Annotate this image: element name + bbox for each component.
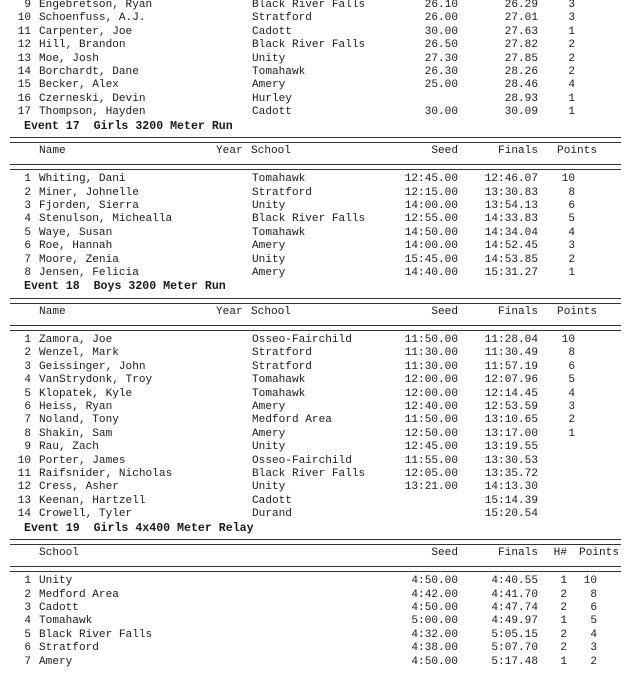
result-row xyxy=(0,79,627,92)
school-name: Tomahawk xyxy=(252,173,306,186)
points-value: 2 xyxy=(568,66,575,78)
result-row xyxy=(0,227,627,240)
finals-time: 11:30.49 xyxy=(484,347,538,360)
athlete-name: Porter, James xyxy=(39,454,126,467)
finals-time: 15:31.27 xyxy=(484,267,538,279)
athlete-name: Moore, Zenia xyxy=(39,253,119,266)
event-title xyxy=(0,522,627,535)
school-name: Amery xyxy=(252,267,286,279)
points-value: 5 xyxy=(568,213,575,226)
athlete-name: Whiting, Dani xyxy=(39,173,126,186)
finals-time: 13:10.65 xyxy=(484,414,538,427)
school-name: Unity xyxy=(252,441,286,454)
athlete-name: Carpenter, Joe xyxy=(39,25,133,38)
finals-time: 12:53.59 xyxy=(484,401,538,413)
relay-school: Tomahawk xyxy=(39,615,93,628)
heat-number: 1 xyxy=(560,655,567,668)
points-value: 5 xyxy=(590,615,597,628)
finals-time: 4:41.70 xyxy=(491,588,538,601)
column-header-row xyxy=(0,145,627,158)
relay-school: Stratford xyxy=(39,642,99,655)
seed-time: 12:40.00 xyxy=(404,401,458,413)
seed-time: 14:50.00 xyxy=(404,226,458,239)
header-year: Year xyxy=(216,306,243,319)
school-name: Stratford xyxy=(252,12,312,25)
relay-row xyxy=(0,629,627,642)
finals-time: 15:14.39 xyxy=(484,494,538,507)
place-cell: 14 xyxy=(17,66,31,78)
finals-time: 27.82 xyxy=(504,39,538,52)
finals-time: 14:53.85 xyxy=(484,253,538,266)
points-value: 10 xyxy=(583,575,597,588)
athlete-name: Miner, Johnelle xyxy=(39,186,139,199)
place-cell: 5 xyxy=(24,226,31,239)
result-row xyxy=(0,93,627,106)
athlete-name: Cress, Asher xyxy=(39,481,119,494)
column-header-row xyxy=(0,306,627,319)
points-value: 6 xyxy=(568,200,575,212)
points-value: 3 xyxy=(568,0,575,11)
points-value: 1 xyxy=(568,25,575,38)
seed-time: 11:55.00 xyxy=(404,454,458,467)
points-value: 8 xyxy=(568,186,575,199)
points-value: 5 xyxy=(568,374,575,387)
school-name: Unity xyxy=(252,481,286,494)
relay-row xyxy=(0,575,627,588)
finals-time: 14:13.30 xyxy=(484,481,538,494)
column-header-row xyxy=(0,547,627,560)
finals-time: 13:17.00 xyxy=(484,427,538,440)
header-seed: Seed xyxy=(431,306,458,319)
place-cell: 2 xyxy=(24,347,31,360)
school-name: Cadott xyxy=(252,25,292,38)
school-name: Amery xyxy=(252,79,286,92)
place-cell: 4 xyxy=(24,374,31,387)
result-row xyxy=(0,240,627,253)
result-row xyxy=(0,468,627,481)
athlete-name: Zamora, Joe xyxy=(39,334,113,346)
athlete-name: Schoenfuss, A.J. xyxy=(39,12,146,25)
finals-time: 14:52.45 xyxy=(484,240,538,253)
header-finals: Finals xyxy=(498,145,538,158)
school-name: Osseo-Fairchild xyxy=(252,334,352,346)
seed-time: 12:00.00 xyxy=(404,374,458,387)
finals-time: 4:47.74 xyxy=(491,602,538,614)
athlete-name: Noland, Tony xyxy=(39,414,119,427)
finals-time: 14:33.83 xyxy=(484,213,538,226)
seed-time: 12:15.00 xyxy=(404,186,458,199)
seed-time: 12:55.00 xyxy=(404,213,458,226)
finals-time: 4:40.55 xyxy=(491,575,538,588)
school-name: Tomahawk xyxy=(252,66,306,78)
place-cell: 6 xyxy=(24,642,31,655)
finals-time: 12:14.45 xyxy=(484,387,538,400)
result-row xyxy=(0,12,627,25)
seed-time: 12:00.00 xyxy=(404,387,458,400)
finals-time: 28.93 xyxy=(504,92,538,105)
finals-time: 27.01 xyxy=(504,12,538,25)
finals-time: 11:57.19 xyxy=(484,360,538,373)
result-row xyxy=(0,334,627,347)
place-cell: 10 xyxy=(17,454,31,467)
place-cell: 8 xyxy=(24,267,31,279)
athlete-name: Crowell, Tyler xyxy=(39,508,133,521)
points-value: 10 xyxy=(561,334,575,346)
result-row xyxy=(0,455,627,468)
place-cell: 16 xyxy=(17,92,31,105)
event-heading: Event 17 Girls 3200 Meter Run xyxy=(24,119,233,133)
place-cell: 8 xyxy=(24,427,31,440)
header-heat: H# xyxy=(553,547,567,560)
points-value: 4 xyxy=(590,628,597,641)
result-row xyxy=(0,401,627,414)
place-cell: 3 xyxy=(24,602,31,614)
athlete-name: Klopatek, Kyle xyxy=(39,387,133,400)
seed-time: 26.50 xyxy=(424,39,458,52)
athlete-name: Raifsnider, Nicholas xyxy=(39,468,173,480)
finals-time: 5:17.48 xyxy=(491,655,538,668)
header-name: Name xyxy=(39,306,66,319)
relay-row xyxy=(0,615,627,628)
athlete-name: Engebretson, Ryan xyxy=(39,0,153,11)
school-name: Black River Falls xyxy=(252,468,366,480)
seed-time: 12:50.00 xyxy=(404,427,458,440)
seed-time: 12:45.00 xyxy=(404,441,458,454)
relay-school: Black River Falls xyxy=(39,628,153,641)
header-school: School xyxy=(39,547,79,560)
header-points: Points xyxy=(579,547,619,560)
place-cell: 2 xyxy=(24,588,31,601)
finals-time: 27.85 xyxy=(504,52,538,65)
heat-number: 1 xyxy=(560,575,567,588)
finals-time: 13:54.13 xyxy=(484,200,538,212)
finals-time: 4:49.97 xyxy=(491,615,538,628)
relay-school: Cadott xyxy=(39,602,79,614)
finals-time: 26.29 xyxy=(504,0,538,11)
school-name: Stratford xyxy=(252,186,312,199)
points-value: 4 xyxy=(568,387,575,400)
finals-time: 13:30.83 xyxy=(484,186,538,199)
result-row xyxy=(0,66,627,79)
result-row xyxy=(0,187,627,200)
place-cell: 1 xyxy=(24,173,31,186)
points-value: 3 xyxy=(590,642,597,655)
double-rule xyxy=(10,539,621,545)
finals-time: 13:30.53 xyxy=(484,454,538,467)
athlete-name: Geissinger, John xyxy=(39,360,146,373)
result-row xyxy=(0,254,627,267)
place-cell: 1 xyxy=(24,575,31,588)
heat-number: 1 xyxy=(560,615,567,628)
points-value: 2 xyxy=(568,414,575,427)
athlete-name: Hill, Brandon xyxy=(39,39,126,52)
school-name: Osseo-Fairchild xyxy=(252,454,352,467)
place-cell: 12 xyxy=(17,39,31,52)
result-row xyxy=(0,361,627,374)
points-value: 2 xyxy=(568,39,575,52)
double-rule xyxy=(10,137,621,143)
points-value: 1 xyxy=(568,106,575,119)
place-cell: 13 xyxy=(17,52,31,65)
place-cell: 7 xyxy=(24,253,31,266)
result-row xyxy=(0,347,627,360)
school-name: Medford Area xyxy=(252,414,332,427)
result-row xyxy=(0,508,627,521)
school-name: Black River Falls xyxy=(252,0,366,11)
seed-time: 30.00 xyxy=(424,106,458,119)
place-cell: 2 xyxy=(24,186,31,199)
points-value: 8 xyxy=(590,588,597,601)
place-cell: 14 xyxy=(17,508,31,521)
points-value: 1 xyxy=(568,427,575,440)
relay-school: Unity xyxy=(39,575,73,588)
seed-time: 11:30.00 xyxy=(404,360,458,373)
school-name: Unity xyxy=(252,52,286,65)
athlete-name: Wenzel, Mark xyxy=(39,347,119,360)
finals-time: 28.26 xyxy=(504,66,538,78)
seed-time: 26.10 xyxy=(424,0,458,11)
finals-time: 11:28.04 xyxy=(484,334,538,346)
place-cell: 17 xyxy=(17,106,31,119)
finals-time: 14:34.04 xyxy=(484,226,538,239)
school-name: Amery xyxy=(252,401,286,413)
school-name: Unity xyxy=(252,253,286,266)
place-cell: 11 xyxy=(17,25,31,38)
result-row xyxy=(0,374,627,387)
athlete-name: Moe, Josh xyxy=(39,52,99,65)
school-name: Stratford xyxy=(252,360,312,373)
seed-time: 14:40.00 xyxy=(404,267,458,279)
place-cell: 4 xyxy=(24,213,31,226)
seed-time: 12:05.00 xyxy=(404,468,458,480)
relay-row xyxy=(0,602,627,615)
points-value: 2 xyxy=(568,52,575,65)
result-row xyxy=(0,388,627,401)
header-finals: Finals xyxy=(498,547,538,560)
athlete-name: Czerneski, Devin xyxy=(39,92,146,105)
heat-number: 2 xyxy=(560,642,567,655)
seed-time: 4:42.00 xyxy=(411,588,458,601)
finals-time: 13:19.55 xyxy=(484,441,538,454)
points-value: 2 xyxy=(590,655,597,668)
school-name: Cadott xyxy=(252,106,292,119)
seed-time: 11:50.00 xyxy=(404,414,458,427)
seed-time: 13:21.00 xyxy=(404,481,458,494)
place-cell: 5 xyxy=(24,628,31,641)
heat-number: 2 xyxy=(560,588,567,601)
points-value: 4 xyxy=(568,226,575,239)
double-rule xyxy=(10,566,621,572)
seed-time: 25.00 xyxy=(424,79,458,92)
result-row xyxy=(0,39,627,52)
seed-time: 14:00.00 xyxy=(404,240,458,253)
athlete-name: Stenulson, Michealla xyxy=(39,213,173,226)
result-row xyxy=(0,213,627,226)
school-name: Hurley xyxy=(252,92,292,105)
athlete-name: Thompson, Hayden xyxy=(39,106,146,119)
finals-time: 12:07.96 xyxy=(484,374,538,387)
athlete-name: Roe, Hannah xyxy=(39,240,113,253)
place-cell: 3 xyxy=(24,200,31,212)
seed-time: 12:45.00 xyxy=(404,173,458,186)
result-row xyxy=(0,0,627,12)
header-name: Name xyxy=(39,145,66,158)
points-value: 1 xyxy=(568,267,575,279)
result-row xyxy=(0,53,627,66)
finals-time: 15:20.54 xyxy=(484,508,538,521)
finals-time: 5:05.15 xyxy=(491,628,538,641)
header-finals: Finals xyxy=(498,306,538,319)
place-cell: 5 xyxy=(24,387,31,400)
seed-time: 15:45.00 xyxy=(404,253,458,266)
seed-time: 26.00 xyxy=(424,12,458,25)
seed-time: 27.30 xyxy=(424,52,458,65)
header-school: School xyxy=(251,145,291,158)
athlete-name: Jensen, Felicia xyxy=(39,267,139,279)
seed-time: 4:50.00 xyxy=(411,602,458,614)
seed-time: 4:38.00 xyxy=(411,642,458,655)
points-value: 6 xyxy=(590,602,597,614)
result-row xyxy=(0,414,627,427)
points-value: 8 xyxy=(568,347,575,360)
double-rule xyxy=(10,164,621,170)
finals-time: 5:07.70 xyxy=(491,642,538,655)
place-cell: 15 xyxy=(17,79,31,92)
result-row xyxy=(0,481,627,494)
athlete-name: Waye, Susan xyxy=(39,226,113,239)
result-row xyxy=(0,26,627,39)
athlete-name: Rau, Zach xyxy=(39,441,99,454)
finals-time: 27.63 xyxy=(504,25,538,38)
finals-time: 28.46 xyxy=(504,79,538,92)
points-value: 3 xyxy=(568,240,575,253)
result-row xyxy=(0,106,627,119)
result-row xyxy=(0,428,627,441)
school-name: Cadott xyxy=(252,494,292,507)
result-row xyxy=(0,200,627,213)
event-title xyxy=(0,120,627,133)
double-rule xyxy=(10,298,621,304)
school-name: Tomahawk xyxy=(252,374,306,387)
header-seed: Seed xyxy=(431,547,458,560)
place-cell: 4 xyxy=(24,615,31,628)
place-cell: 1 xyxy=(24,334,31,346)
relay-row xyxy=(0,642,627,655)
athlete-name: Fjorden, Sierra xyxy=(39,200,139,212)
seed-time: 4:32.00 xyxy=(411,628,458,641)
seed-time: 4:50.00 xyxy=(411,575,458,588)
school-name: Durand xyxy=(252,508,292,521)
points-value: 1 xyxy=(568,92,575,105)
points-value: 3 xyxy=(568,401,575,413)
place-cell: 10 xyxy=(17,12,31,25)
place-cell: 9 xyxy=(24,0,31,11)
place-cell: 3 xyxy=(24,360,31,373)
athlete-name: Shakin, Sam xyxy=(39,427,113,440)
double-rule xyxy=(10,325,621,331)
points-value: 10 xyxy=(561,173,575,186)
seed-time: 14:00.00 xyxy=(404,200,458,212)
finals-time: 12:46.07 xyxy=(484,173,538,186)
points-value: 2 xyxy=(568,253,575,266)
heat-number: 2 xyxy=(560,628,567,641)
event-heading: Event 18 Boys 3200 Meter Run xyxy=(24,280,226,294)
result-row xyxy=(0,441,627,454)
place-cell: 7 xyxy=(24,655,31,668)
school-name: Black River Falls xyxy=(252,39,366,52)
relay-row xyxy=(0,656,627,669)
points-value: 4 xyxy=(568,79,575,92)
event-title xyxy=(0,280,627,293)
header-points: Points xyxy=(557,145,597,158)
athlete-name: Borchardt, Dane xyxy=(39,66,139,78)
heat-number: 2 xyxy=(560,602,567,614)
relay-school: Medford Area xyxy=(39,588,119,601)
place-cell: 12 xyxy=(17,481,31,494)
seed-time: 30.00 xyxy=(424,25,458,38)
result-row xyxy=(0,173,627,186)
seed-time: 5:00.00 xyxy=(411,615,458,628)
points-value: 3 xyxy=(568,12,575,25)
school-name: Amery xyxy=(252,427,286,440)
header-year: Year xyxy=(216,145,243,158)
school-name: Unity xyxy=(252,200,286,212)
place-cell: 9 xyxy=(24,441,31,454)
athlete-name: Keenan, Hartzell xyxy=(39,494,146,507)
seed-time: 4:50.00 xyxy=(411,655,458,668)
relay-school: Amery xyxy=(39,655,73,668)
result-row xyxy=(0,267,627,280)
school-name: Amery xyxy=(252,240,286,253)
points-value: 6 xyxy=(568,360,575,373)
header-seed: Seed xyxy=(431,145,458,158)
place-cell: 6 xyxy=(24,401,31,413)
header-school: School xyxy=(251,306,291,319)
result-row xyxy=(0,495,627,508)
finals-time: 13:35.72 xyxy=(484,468,538,480)
seed-time: 11:30.00 xyxy=(404,347,458,360)
place-cell: 6 xyxy=(24,240,31,253)
school-name: Black River Falls xyxy=(252,213,366,226)
place-cell: 13 xyxy=(17,494,31,507)
athlete-name: VanStrydonk, Troy xyxy=(39,374,153,387)
finals-time: 30.09 xyxy=(504,106,538,119)
athlete-name: Heiss, Ryan xyxy=(39,401,113,413)
relay-row xyxy=(0,589,627,602)
event-heading: Event 19 Girls 4x400 Meter Relay xyxy=(24,521,254,535)
school-name: Tomahawk xyxy=(252,226,306,239)
athlete-name: Becker, Alex xyxy=(39,79,119,92)
school-name: Stratford xyxy=(252,347,312,360)
seed-time: 26.30 xyxy=(424,66,458,78)
header-points: Points xyxy=(557,306,597,319)
place-cell: 7 xyxy=(24,414,31,427)
school-name: Tomahawk xyxy=(252,387,306,400)
seed-time: 11:50.00 xyxy=(404,334,458,346)
place-cell: 11 xyxy=(17,468,31,480)
